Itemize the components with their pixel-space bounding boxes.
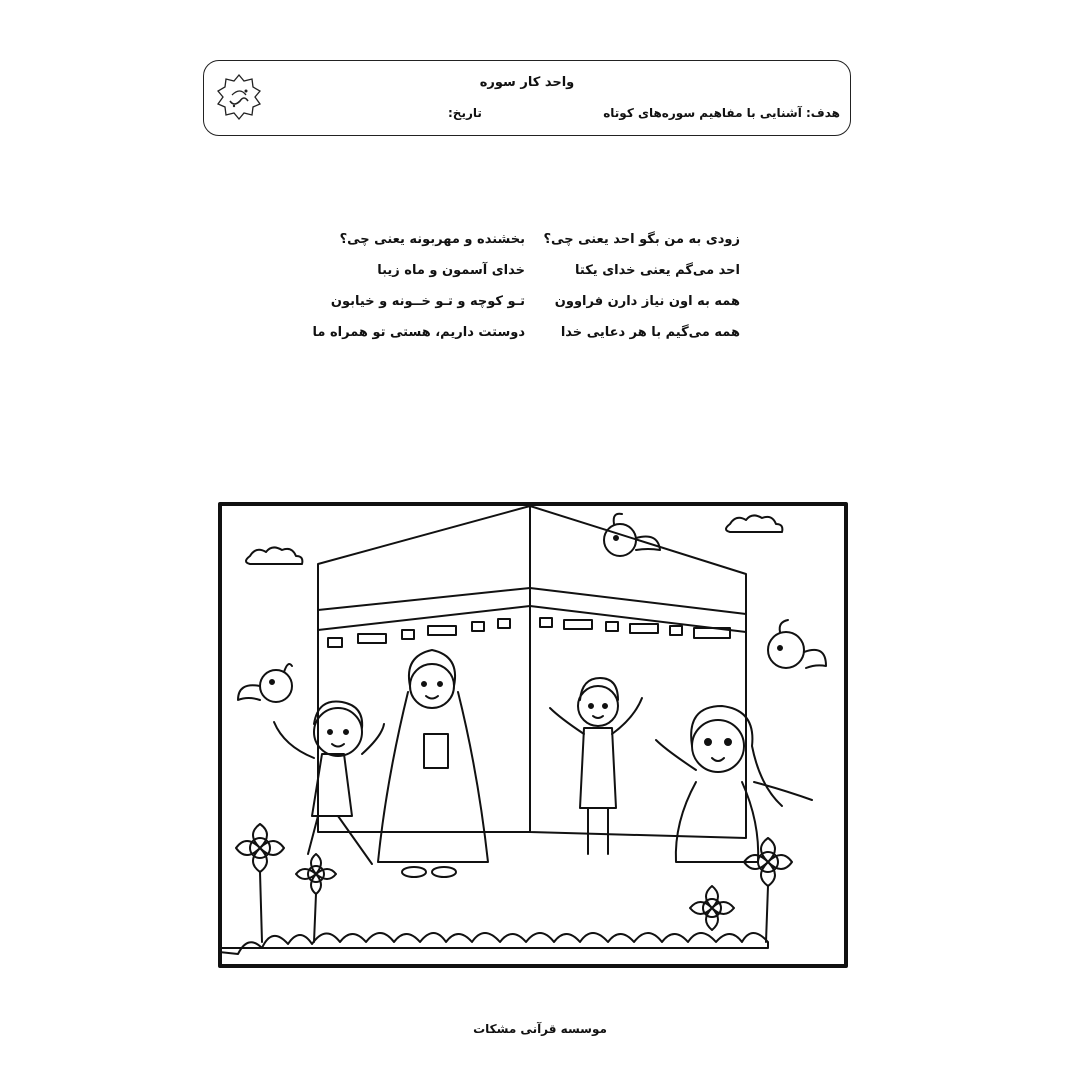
flower-icon xyxy=(296,854,336,942)
poem-row xyxy=(300,255,740,286)
verse-left: بخشنده و مهربونه یعنی چی؟ xyxy=(339,232,525,247)
date-label: تاریخ: xyxy=(448,106,482,120)
flower-icon xyxy=(744,838,792,942)
kaaba-coloring-illustration xyxy=(218,502,848,970)
bird-icon xyxy=(238,664,292,702)
verse-right: زودی به من بگو احد یعنی چی؟ xyxy=(543,232,740,247)
woman-with-book-figure xyxy=(378,650,488,877)
poem-row xyxy=(300,286,740,317)
flower-icon xyxy=(690,886,734,930)
bird-icon xyxy=(768,620,826,668)
verse-left: خدای آسمون و ماه زیبا xyxy=(377,263,525,278)
cloud-icon xyxy=(726,515,782,532)
boy-middle-figure xyxy=(550,678,642,854)
goal-text: هدف: آشنایی با مفاهیم سوره‌های کوتاه xyxy=(603,106,840,120)
poem-row xyxy=(300,317,740,348)
bird-icon xyxy=(604,514,660,556)
poem xyxy=(300,224,740,348)
verse-right: همه می‌گیم با هر دعایی خدا xyxy=(560,325,740,340)
cloud-icon xyxy=(246,547,302,564)
header-box xyxy=(203,60,851,136)
verse-left: دوستت داریم، هستی تو همراه ما xyxy=(312,325,525,340)
poem-row xyxy=(300,224,740,255)
verse-left: تـو کوچه و تـو خــونه و خیابون xyxy=(330,294,525,309)
boy-left-figure xyxy=(274,701,384,864)
flower-icon xyxy=(236,824,284,942)
verse-right: احد می‌گم یعنی خدای یکتا xyxy=(575,263,740,278)
footer-text: موسسه قرآنی مشکات xyxy=(473,1022,607,1036)
verse-right: همه به اون نیاز دارن فراوون xyxy=(554,294,740,309)
bushes xyxy=(218,933,768,954)
worksheet-title: واحد کار سوره xyxy=(479,75,575,90)
kaaba-icon xyxy=(318,506,746,838)
